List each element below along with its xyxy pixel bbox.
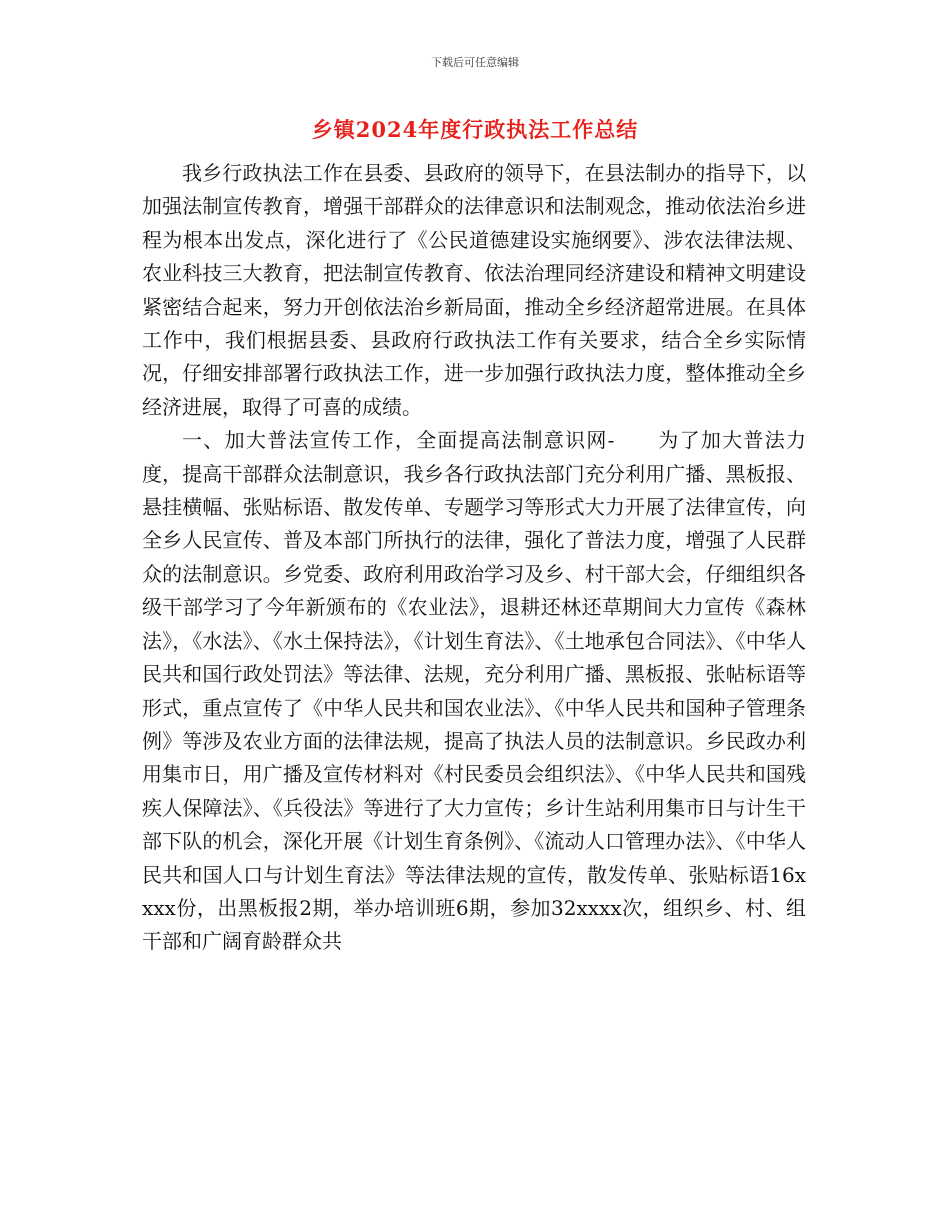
document-body xyxy=(142,157,806,959)
paragraph-section-one: 一、加大普法宣传工作，全面提高法制意识网- 为了加大普法力度，提高干部群众法制意识，我乡各行政执法部门充分利用广播、黑板报、悬挂横幅、张贴标语、散发传单、专题学习等形式大力开展了法律宣传，向全乡人民宣传、普及本部门所执行的法律，强化了普法力度，增强了人民群众的法制意识。乡党委、政府利用政治学习及乡、村干部大会，仔细组织各级干部学习了今年新颁布的《农业法》，退耕还林还草期间大力宣传《森林法》，《水法》、《水土保持法》，《计划生育法》、《土地承包合同法》、《中华人民共和国行政处罚法》等法律、法规，充分利用广播、黑板报、张帖标语等形式，重点宣传了《中华人民共和国农业法》、《中华人民共和国种子管理条例》等涉及农业方面的法律法规，提高了执法人员的法制意识。乡民政办利用集市日，用广播及宣传材料对《村民委员会组织法》、《中华人民共和国残疾人保障法》、《兵役法》等进行了大力宣传；乡计生站利用集市日与计生干部下队的机会，深化开展《计划生育条例》、《流动人口管理办法》、《中华人民共和国人口与计划生育法》等法律法规的宣传，散发传单、张贴标语16xxxx份，出黑板报2期，举办培训班6期，参加32xxxx次，组织乡、村、组干部和广阔育龄群众共 xyxy=(142,428,806,954)
header-note: 下载后可任意编辑 xyxy=(431,56,519,69)
paragraph-intro: 我乡行政执法工作在县委、县政府的领导下，在县法制办的指导下，以加强法制宣传教育，增强干部群众的法律意识和法制观念，推动依法治乡进程为根本出发点，深化进行了《公民道德建设实施纲要》、涉农法律法规、农业科技三大教育，把法制宣传教育、依法治理同经济建设和精神文明建设紧密结合起来，努力开创依法治乡新局面，推动全乡经济超常进展。在具体工作中，我们根据县委、县政府行政执法工作有关要求，结合全乡实际情况，仔细安排部署行政执法工作，进一步加强行政执法力度，整体推动全乡经济进展，取得了可喜的成绩。 xyxy=(142,161,806,419)
document-title: 乡镇2024年度行政执法工作总结 xyxy=(311,117,639,142)
